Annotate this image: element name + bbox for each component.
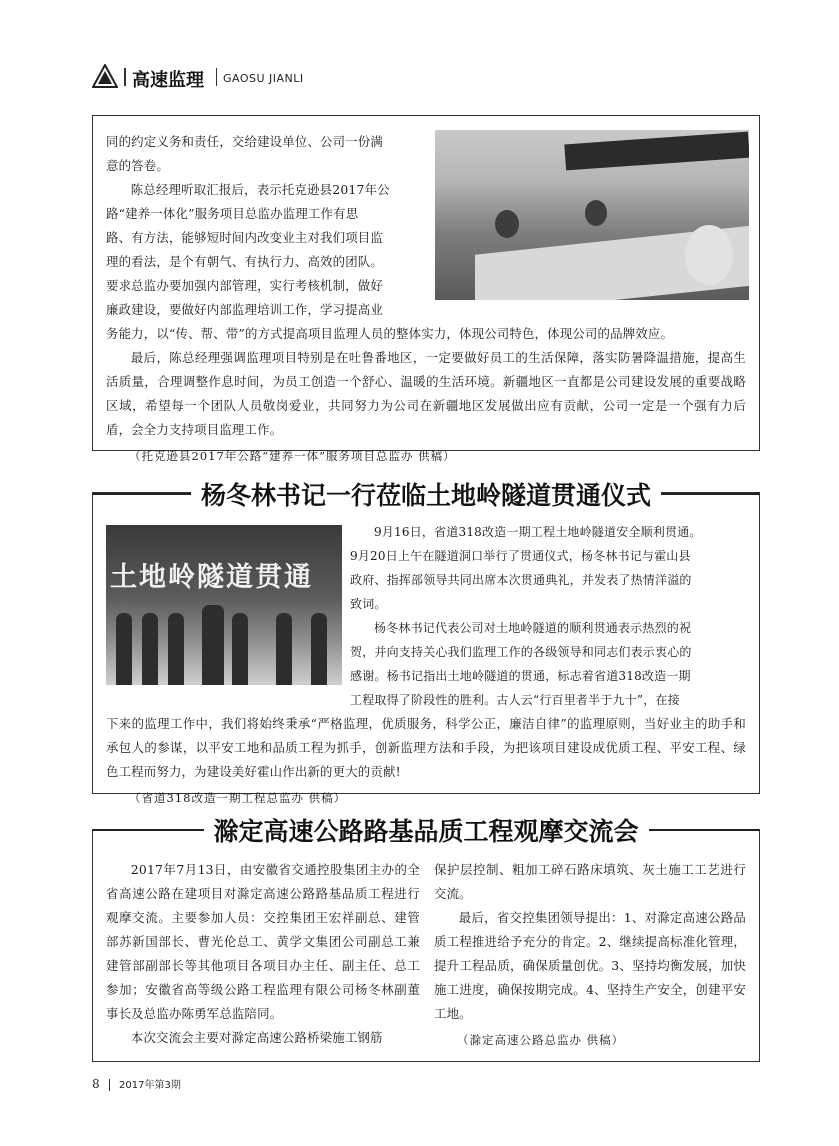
section-heading-3	[92, 810, 760, 850]
paragraph: 最后，陈总经理强调监理项目特别是在吐鲁番地区，一定要做好员工的生活保障，落实防暑降温措施，提高生活质量，合理调整作息时间，为员工创造一个舒心、温暖的生活环境。新疆地区一直都是公司建设发展的重要战略区域，希望每一个团队人员敬岗爱业，共同努力为公司在新疆地区发展做出应有贡献，公司一定是一个强有力后盾，会全力支持项目监理工作。	[106, 350, 746, 437]
text-line: 路“建养一体化”服务项目总监办监理工作有思	[106, 206, 359, 221]
article3-title: 滁定高速公路路基品质工程观摩交流会	[204, 812, 649, 848]
page-footer	[92, 1076, 181, 1092]
heading-rule	[92, 829, 204, 831]
photo-person	[232, 613, 248, 685]
text-line: 同的约定义务和责任，交给建设单位、公司一份满	[106, 134, 383, 149]
text-line: 要求总监办要加强内部管理，实行考核机制，做好	[106, 278, 383, 293]
paragraph-continuation: 下来的监理工作中，我们将始终秉承“严格监理，优质服务，科学公正，廉洁自律”的监理原则，当好业主的助手和承包人的参谋，以平安工地和品质工程为抓手，创新监理方法和手段，为把该项目建设成优质工程、平安工程、绿色工程而努力，为建设美好霍山作出新的更大的贡献!	[106, 716, 746, 779]
photo-person	[142, 613, 158, 685]
article2-full-text	[106, 712, 746, 810]
text-line: 廉政建设，要做好内部监理培训工作，学习提高业	[106, 302, 383, 317]
text-line: 9月16日，省道318改造一期工程土地岭隧道安全顺利贯通。	[374, 525, 702, 539]
photo-person	[202, 605, 224, 685]
photo-person	[168, 613, 184, 685]
article3-column-2	[434, 858, 746, 1052]
page-header	[92, 62, 772, 92]
text-line: 政府、指挥部领导共同出席本次贯通典礼，并发表了热情洋溢的	[350, 573, 692, 587]
article1-left-column	[106, 130, 422, 322]
photo-person	[276, 613, 292, 685]
photo-banner	[564, 132, 749, 171]
header-divider	[216, 68, 217, 86]
heading-rule	[661, 493, 760, 495]
magazine-subtitle: GAOSU JIANLI	[223, 72, 304, 85]
issue-label: 2017年第3期	[119, 1080, 181, 1091]
section-heading-2	[92, 474, 760, 514]
photo-person	[495, 210, 519, 238]
heading-rule	[92, 493, 191, 495]
text-line: 意的答卷。	[106, 158, 169, 173]
company-logo-icon	[92, 64, 118, 88]
photo-person	[585, 200, 607, 226]
magazine-title: 高速监理	[132, 70, 204, 91]
paragraph-continuation: 保护层控制、粗加工碎石路床填筑、灰土施工工艺进行交流。	[434, 862, 746, 901]
text-line: 工程取得了阶段性的胜利。古人云“行百里者半于九十”，在接	[350, 693, 680, 707]
article3-column-1	[106, 858, 420, 1050]
article2-right-column	[350, 520, 746, 712]
meeting-photo	[435, 130, 749, 300]
photo-person	[311, 613, 327, 685]
article-credit: （托克逊县2017年公路“建养一体”服务项目总监办 供稿）	[129, 449, 456, 463]
page-number: 8	[92, 1077, 100, 1091]
paragraph: 最后，省交控集团领导提出：1、对滁定高速公路品质工程推进给予充分的肯定。2、继续提高标准化管理，提升工程品质，确保质量创优。3、坚持均衡发展，加快施工进度，确保按期完成。4、坚持生产安全，创建平安工地。	[434, 910, 746, 1021]
article-credit: （滁定高速公路总监办 供稿）	[457, 1033, 625, 1047]
text-line: 路、有方法，能够短时间内改变业主对我们项目监	[106, 230, 383, 245]
text-line: 理的看法，是个有朝气、有执行力、高效的团队。	[106, 254, 383, 269]
text-line: 贺，并向支持关心我们监理工作的各级领导和同志们表示衷心的	[350, 645, 692, 659]
paragraph: 2017年7月13日，由安徽省交通控股集团主办的全省高速公路在建项目对滁定高速公路路基品质工程进行观摩交流。主要参加人员：交控集团王宏祥副总、建管部苏新国部长、曹光伦总工、黄学文集团公司副总工兼建管部副部长等其他项目各项目办主任、副主任、总工参加；安徽省高等级公路工程监理有限公司杨冬林副董事长及总监办陈勇军总监陪同。	[106, 862, 420, 1021]
paragraph-continuation: 务能力，以“传、帮、带”的方式提高项目监理人员的整体实力，体现公司特色，体现公司的品牌效应。	[106, 326, 674, 341]
header-divider	[124, 68, 126, 86]
text-line: 陈总经理听取汇报后，表示托克逊县2017年公	[130, 182, 390, 197]
photo-person	[685, 225, 733, 285]
text-line: 杨冬林书记代表公司对土地岭隧道的顺利贯通表示热烈的祝	[374, 621, 692, 635]
photo-person	[116, 613, 132, 685]
text-line: 致词。	[350, 597, 387, 611]
text-line: 感谢。杨书记指出土地岭隧道的贯通，标志着省道318改造一期	[350, 669, 691, 683]
paragraph: 本次交流会主要对滁定高速公路桥梁施工钢筋	[130, 1030, 383, 1045]
article-credit: （省道318改造一期工程总监办 供稿）	[129, 791, 347, 805]
article1-full-text	[106, 322, 746, 468]
photo-banner-text: 土地岭隧道贯通	[110, 562, 313, 593]
heading-rule	[649, 829, 761, 831]
article2-title: 杨冬林书记一行莅临土地岭隧道贯通仪式	[191, 476, 661, 512]
tunnel-ceremony-photo	[106, 525, 342, 685]
footer-divider	[109, 1079, 110, 1091]
text-line: 9月20日上午在隧道洞口举行了贯通仪式，杨冬林书记与霍山县	[350, 549, 691, 563]
